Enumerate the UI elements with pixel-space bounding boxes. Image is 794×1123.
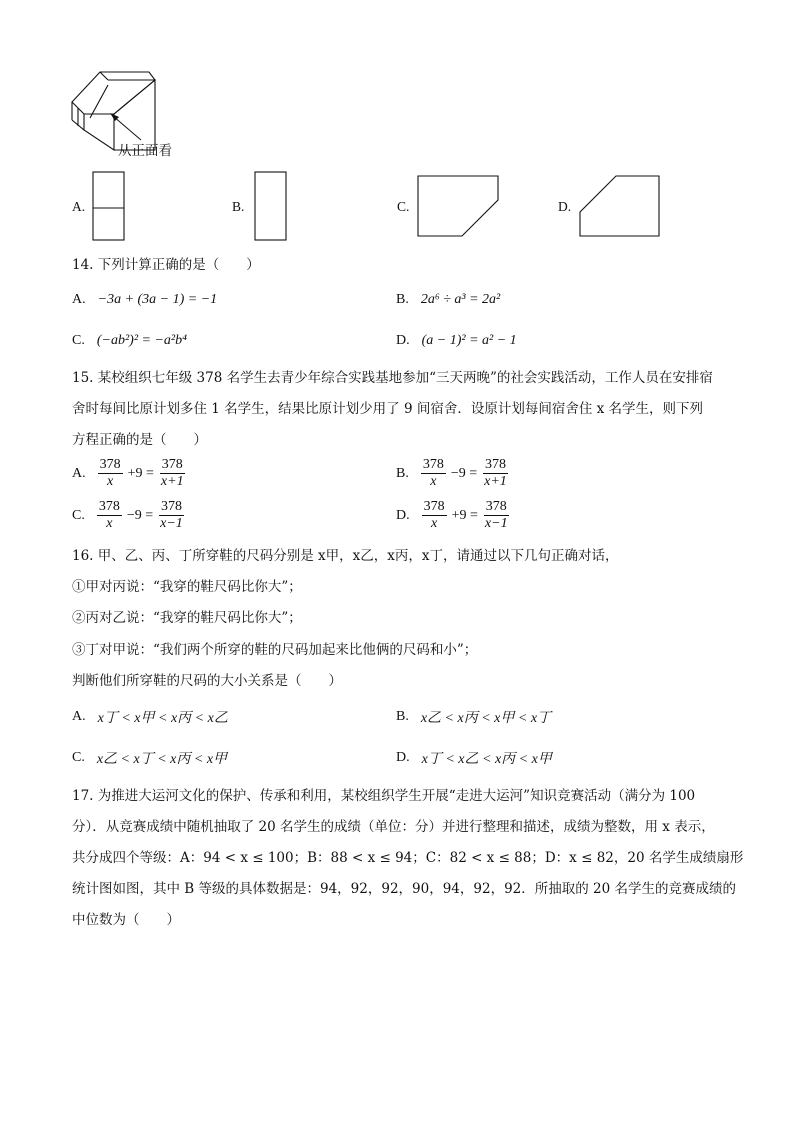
q16-statement-3: ③丁对甲说：“我们两个所穿的鞋的尺码加起来比他俩的尺码和小”； — [72, 642, 478, 658]
q15-option-c — [72, 499, 187, 532]
q14-option-c — [72, 331, 187, 351]
q14-option-a — [72, 290, 217, 310]
q16-option-c — [72, 748, 227, 768]
q14-option-d-expr: (a − 1)² = a² − 1 — [421, 333, 517, 348]
q15-option-b — [396, 457, 511, 490]
q17-line3: 共分成四个等级：A：94 < x ≤ 100；B：88 < x ≤ 94；C：82 < x ≤ 88；D：x ≤ 82，20 名学生成绩扇形 — [72, 850, 744, 866]
q16-option-a-expr: x丁 < x甲 < x丙 < x乙 — [97, 711, 228, 726]
q14-option-b-label: B. — [396, 292, 409, 307]
q14-stem: 14. 下列计算正确的是（ ） — [72, 257, 260, 273]
q15-c-op: −9 = — [126, 507, 154, 523]
q15-b-num1: 378 — [422, 457, 444, 472]
q16-option-a-label: A. — [72, 709, 86, 724]
q16-option-d-label: D. — [396, 750, 410, 765]
q15-d-num2: 378 — [485, 499, 507, 514]
q16-option-c-label: C. — [72, 750, 85, 765]
q15-b-den2: x+1 — [484, 474, 507, 489]
q17-line1: 17. 为推进大运河文化的保护、传承和利用，某校组织学生开展“走进大运河”知识竞赛活动（满分为 100 — [72, 788, 696, 804]
q16-option-b-expr: x乙 < x丙 < x甲 < x丁 — [420, 711, 552, 726]
q16-option-d-expr: x丁 < x乙 < x丙 < x甲 — [421, 752, 552, 767]
q14-option-b-expr: 2a⁶ ÷ a³ = 2a² — [420, 292, 501, 307]
q14-option-c-expr: (−ab²)² = −a²b⁴ — [96, 333, 187, 348]
q15-c-den1: x — [106, 516, 113, 531]
q15-a-den2: x+1 — [160, 474, 184, 489]
q14-option-b — [396, 290, 500, 310]
q14-option-a-expr: −3a + (3a − 1) = −1 — [97, 292, 218, 307]
q16-statement-2: ②丙对乙说：“我穿的鞋尺码比你大”； — [72, 610, 302, 626]
q15-c-num1: 378 — [98, 499, 120, 514]
q16-statement-1: ①甲对丙说：“我穿的鞋尺码比你大”； — [72, 579, 302, 595]
q16-option-c-expr: x乙 < x丁 < x丙 < x甲 — [96, 752, 228, 767]
q17-line4: 统计图如图，其中 B 等级的具体数据是：94，92，92，90，94，92，92．所抽取的 20 名学生的竞赛成绩的 — [72, 881, 737, 897]
q15-d-den2: x−1 — [484, 516, 508, 531]
q14-option-c-label: C. — [72, 333, 85, 348]
q15-a-op: +9 = — [127, 465, 154, 481]
q15-a-num2: 378 — [161, 457, 183, 472]
q15-d-op: +9 = — [451, 507, 478, 523]
figure-option-c-label: C. — [397, 199, 410, 214]
view-caption: 从正面看 — [118, 143, 172, 159]
q16-option-a — [72, 707, 228, 727]
q15-a-den1: x — [107, 474, 114, 489]
q14-option-a-label: A. — [72, 292, 86, 307]
q17-line2: 分）．从竞赛成绩中随机抽取了 20 名学生的成绩（单位：分）并进行整理和描述，成绩为整数，用 x 表示， — [72, 819, 715, 835]
q15-option-b-label: B. — [396, 465, 409, 481]
q14-option-d — [396, 331, 517, 351]
q16-line1: 16. 甲、乙、丙、丁所穿鞋的尺码分别是 x甲，x乙，x丙，x丁，请通过以下几句正确对话， — [72, 548, 619, 564]
q15-option-d — [396, 499, 512, 532]
q16-option-d — [396, 748, 552, 768]
q15-b-den1: x — [430, 474, 437, 489]
q15-option-a — [72, 457, 188, 490]
q15-b-num2: 378 — [484, 457, 506, 472]
q16-option-b — [396, 707, 551, 727]
q16-option-b-label: B. — [396, 709, 409, 724]
q15-c-den2: x−1 — [160, 516, 183, 531]
q15-line1: 15. 某校组织七年级 378 名学生去青少年综合实践基地参加“三天两晚”的社会实践活动，工作人员在安排宿 — [72, 370, 713, 386]
figure-option-d-label: D. — [558, 199, 572, 214]
q15-b-op: −9 = — [450, 465, 478, 481]
q15-d-den1: x — [431, 516, 438, 531]
q14-option-d-label: D. — [396, 333, 410, 348]
q16-ask: 判断他们所穿鞋的尺码的大小关系是（ ） — [72, 673, 342, 689]
q15-a-num1: 378 — [99, 457, 121, 472]
q15-line3: 方程正确的是（ ） — [72, 432, 207, 448]
q17-line5: 中位数为（ ） — [72, 912, 180, 928]
q15-c-num2: 378 — [160, 499, 182, 514]
q15-d-num1: 378 — [423, 499, 445, 514]
q15-line2: 舍时每间比原计划多住 1 名学生，结果比原计划少用了 9 间宿舍．设原计划每间宿舍住 x 名学生，则下列 — [72, 401, 704, 417]
figure-option-b-label: B. — [232, 199, 245, 214]
q15-option-d-label: D. — [396, 507, 410, 523]
q15-option-c-label: C. — [72, 507, 85, 523]
figure-option-a-label: A. — [72, 199, 86, 214]
q15-option-a-label: A. — [72, 465, 86, 481]
